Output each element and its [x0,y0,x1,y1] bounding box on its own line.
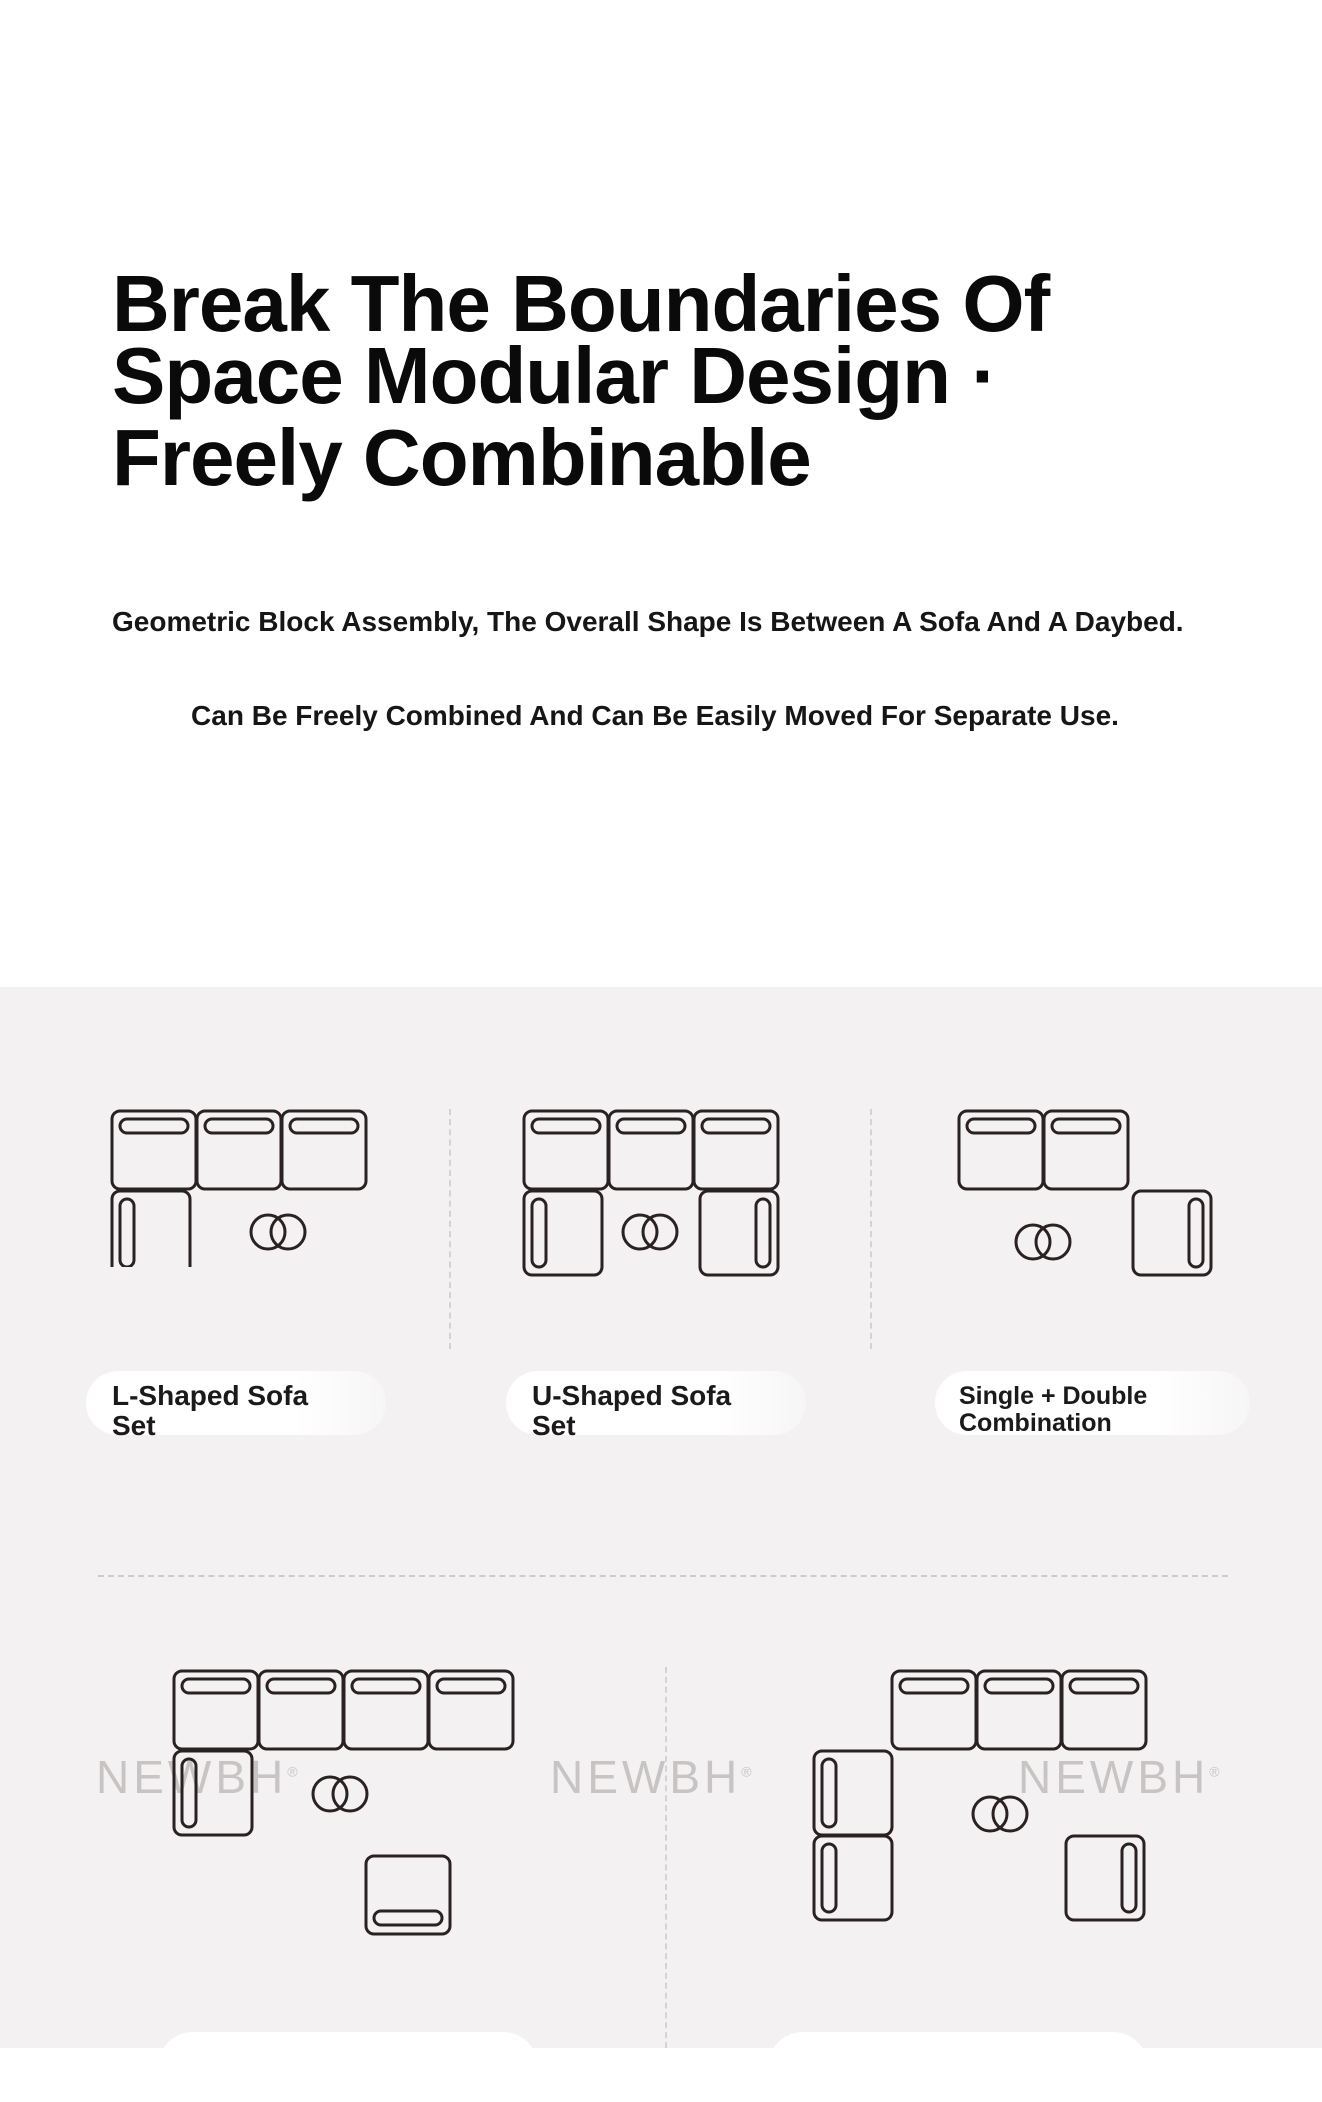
hero-section [0,0,1322,987]
single-double-sofa-icon [955,1107,1225,1287]
l-shaped-sofa-icon [108,1107,378,1267]
headline-line-2: Space Modular Design · [112,331,997,420]
config-label-single-double [935,1371,1250,1435]
headline-line-1: Break The Boundaries Of [112,259,1050,348]
config-label-four-seat-l [158,2032,538,2102]
u-shaped-sofa-icon [520,1107,790,1287]
config-label-text: Single + Double Combination [959,1382,1148,1437]
config-label-l-shaped [86,1371,386,1441]
config-label-text: U-Shaped Sofa Set [532,1380,732,1441]
watermark-text: NEWBH [1018,1751,1210,1803]
config-label-three-seat-corner [768,2032,1148,2102]
subtitle-1: Geometric Block Assembly, The Overall Shape Is Between A Sofa And A Daybed. [112,606,1184,637]
divider [870,1109,872,1349]
subtitle-2: Can Be Freely Combined And Can Be Easily Moved For Separate Use. [191,700,1119,731]
headline [112,259,1212,502]
config-label-text: L-Shaped Sofa Set [112,1380,309,1441]
watermark-mark: ® [741,1763,756,1780]
section-divider [98,1575,1228,1577]
watermark [550,1750,756,1804]
watermark-mark: ® [1209,1763,1224,1780]
divider [665,1667,667,2048]
config-label-u-shaped [506,1371,806,1441]
configurations-panel [0,987,1322,2048]
divider [449,1109,451,1349]
four-seat-l-sofa-icon [170,1667,520,1942]
watermark-text: NEWBH [96,1751,288,1803]
watermark-text: NEWBH [550,1751,742,1803]
headline-line-3: Freely Combinable [112,413,811,502]
three-seat-corner-sofa-icon [810,1667,1160,1932]
watermark-mark: ® [287,1763,302,1780]
